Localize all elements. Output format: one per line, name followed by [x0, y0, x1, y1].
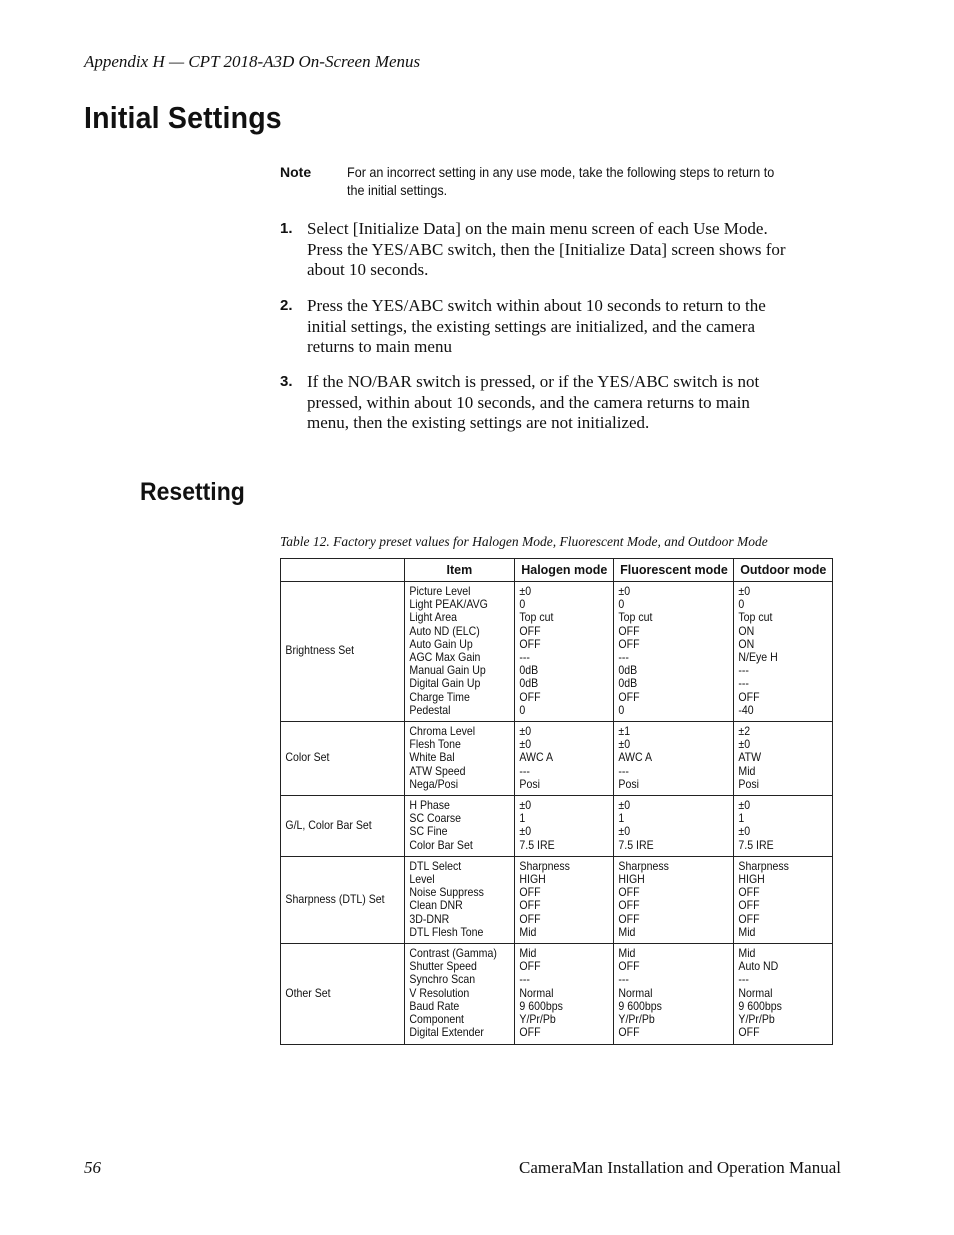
step-2 [280, 296, 840, 358]
group-cell [281, 722, 405, 796]
page-number: 56 [84, 1158, 101, 1177]
halogen-cell [515, 944, 614, 1044]
outdoor-values: ±0 0 Top cut ON ON N/Eye H --- --- OFF -40 [738, 584, 779, 717]
group-cell [281, 796, 405, 857]
group-cell [281, 944, 405, 1044]
step-text: If the NO/BAR switch is pressed, or if the YES/ABC switch is not pressed, within about 10 seconds, and the camera returns to main menu, then the existing settings are not initialized. [307, 372, 760, 432]
group-label: Sharpness (DTL) Set [285, 891, 385, 906]
outdoor-cell [734, 722, 833, 796]
table-caption: Table 12. Factory preset values for Halogen Mode, Fluorescent Mode, and Outdoor Mode [280, 534, 768, 549]
fluorescent-values: ±0 0 Top cut OFF OFF --- 0dB 0dB OFF 0 [618, 584, 653, 717]
note-block [280, 163, 840, 199]
outdoor-values: ±2 ±0 ATW Mid Posi [738, 724, 762, 791]
group-cell [281, 856, 405, 943]
fluorescent-values: Sharpness HIGH OFF OFF OFF Mid [618, 858, 670, 939]
footer-title: CameraMan Installation and Operation Manual [519, 1158, 841, 1177]
header-outdoor: Outdoor mode [734, 559, 833, 582]
note-label: Note [280, 164, 312, 180]
item-list: Contrast (Gamma) Shutter Speed Synchro Scan V Resolution Baud Rate Component Digital Extender [409, 946, 497, 1040]
fluorescent-values: ±1 ±0 AWC A --- Posi [618, 724, 653, 791]
outdoor-cell [734, 856, 833, 943]
header-fluorescent: Fluorescent mode [614, 559, 734, 582]
halogen-values: ±0 ±0 AWC A --- Posi [519, 724, 554, 791]
header-group [281, 559, 405, 582]
header-item: Item [404, 559, 514, 582]
item-list: DTL Select Level Noise Suppress Clean DNR 3D-DNR DTL Flesh Tone [409, 858, 484, 939]
fluorescent-values: Mid OFF --- Normal 9 600bps Y/Pr/Pb OFF [618, 946, 663, 1040]
running-header: Appendix H — CPT 2018-A3D On-Screen Menus [84, 52, 421, 71]
outdoor-values: Mid Auto ND --- Normal 9 600bps Y/Pr/Pb OFF [738, 946, 783, 1040]
step-number: 1. [280, 220, 293, 237]
fluorescent-cell [614, 722, 734, 796]
table-row [281, 944, 833, 1044]
item-list: Picture Level Light PEAK/AVG Light Area Auto ND (ELC) Auto Gain Up AGC Max Gain Manual Gain Up Digital Gain Up Charge Time Pedestal [409, 584, 488, 717]
item-cell [404, 856, 514, 943]
halogen-values: ±0 1 ±0 7.5 IRE [519, 798, 555, 852]
item-cell [404, 944, 514, 1044]
factory-preset-table [280, 558, 833, 1045]
outdoor-values: ±0 1 ±0 7.5 IRE [738, 798, 775, 852]
fluorescent-cell [614, 582, 734, 722]
halogen-cell [515, 856, 614, 943]
page-title: Initial Settings [84, 100, 282, 135]
fluorescent-cell [614, 796, 734, 857]
step-1 [280, 219, 840, 281]
halogen-cell [515, 582, 614, 722]
group-label: Color Set [285, 750, 330, 765]
halogen-cell [515, 796, 614, 857]
item-list: Chroma Level Flesh Tone White Bal ATW Speed Nega/Posi [409, 724, 475, 791]
table-header-row [281, 559, 833, 582]
item-cell [404, 582, 514, 722]
table-row [281, 856, 833, 943]
halogen-cell [515, 722, 614, 796]
outdoor-cell [734, 796, 833, 857]
halogen-values: Mid OFF --- Normal 9 600bps Y/Pr/Pb OFF [519, 946, 563, 1040]
item-list: H Phase SC Coarse SC Fine Color Bar Set [409, 798, 473, 852]
item-cell [404, 722, 514, 796]
step-number: 2. [280, 297, 293, 314]
item-cell [404, 796, 514, 857]
step-3 [280, 372, 840, 434]
section-title: Resetting [140, 478, 245, 506]
step-text: Press the YES/ABC switch within about 10 seconds to return to the initial settings, the existing settings are initialized, and the camera returns to main menu [307, 296, 766, 356]
outdoor-cell [734, 582, 833, 722]
table-row [281, 582, 833, 722]
header-halogen: Halogen mode [515, 559, 614, 582]
group-label: G/L, Color Bar Set [285, 817, 372, 832]
fluorescent-cell [614, 856, 734, 943]
group-label: Other Set [285, 985, 331, 1000]
halogen-values: ±0 0 Top cut OFF OFF --- 0dB 0dB OFF 0 [519, 584, 554, 717]
fluorescent-cell [614, 944, 734, 1044]
outdoor-cell [734, 944, 833, 1044]
table-row [281, 796, 833, 857]
fluorescent-values: ±0 1 ±0 7.5 IRE [618, 798, 655, 852]
outdoor-values: Sharpness HIGH OFF OFF OFF Mid [738, 858, 790, 939]
halogen-values: Sharpness HIGH OFF OFF OFF Mid [519, 858, 570, 939]
step-number: 3. [280, 373, 293, 390]
table-row [281, 722, 833, 796]
step-text: Select [Initialize Data] on the main menu screen of each Use Mode. Press the YES/ABC switch, then the [Initialize Data] screen shows for about 10 seconds. [307, 219, 786, 279]
group-label: Brightness Set [285, 643, 355, 658]
group-cell [281, 582, 405, 722]
note-text: For an incorrect setting in any use mode, take the following steps to return to the initial settings. [347, 164, 775, 198]
